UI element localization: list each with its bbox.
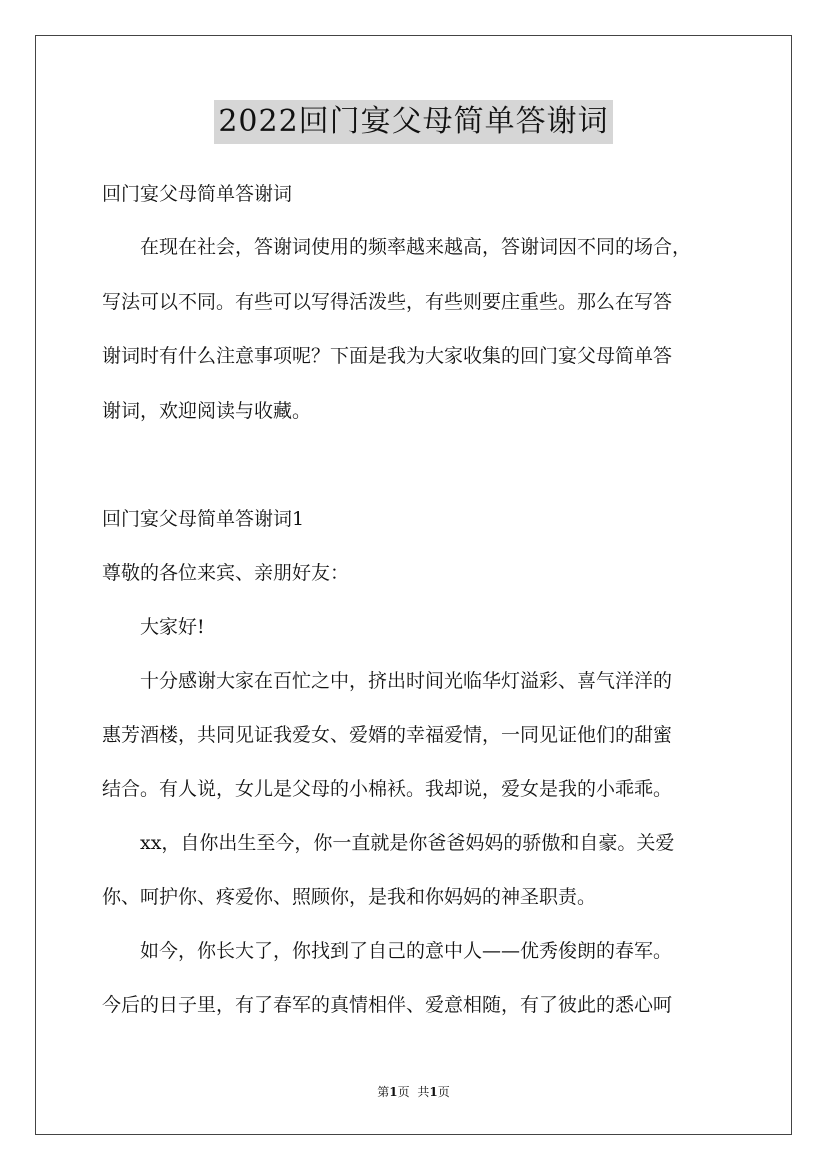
footer-page-unit: 页 — [397, 1085, 410, 1099]
paragraph-line: 谢词时有什么注意事项呢？下面是我为大家收集的回门宴父母简单答 — [102, 345, 673, 367]
paragraph-line: 写法可以不同。有些可以写得活泼些，有些则要庄重些。那么在写答 — [102, 291, 673, 313]
subtitle: 回门宴父母简单答谢词 — [102, 183, 293, 205]
greeting: 大家好! — [102, 616, 205, 638]
paragraph-line: 如今，你长大了，你找到了自己的意中人——优秀俊朗的春军。 — [102, 940, 673, 962]
page-footer — [0, 1083, 827, 1100]
footer-page-prefix: 第 — [377, 1085, 390, 1099]
paragraph-line: 结合。有人说，女儿是父母的小棉袄。我却说，爱女是我的小乖乖。 — [102, 778, 673, 800]
title-container — [0, 100, 827, 144]
paragraph-line: 谢词，欢迎阅读与收藏。 — [102, 400, 312, 422]
paragraph-line: 今后的日子里，有了春军的真情相伴、爱意相随，有了彼此的悉心呵 — [102, 994, 673, 1016]
footer-total-unit: 页 — [437, 1085, 450, 1099]
footer-total-prefix: 共 — [417, 1085, 430, 1099]
paragraph-line: 在现在社会，答谢词使用的频率越来越高，答谢词因不同的场合， — [102, 236, 692, 258]
footer-total-number: 1 — [429, 1085, 438, 1099]
paragraph-line: 十分感谢大家在百忙之中，挤出时间光临华灯溢彩、喜气洋洋的 — [102, 670, 673, 692]
salutation: 尊敬的各位来宾、亲朋好友： — [102, 562, 350, 584]
paragraph-line: 你、呵护你、疼爱你、照顾你，是我和你妈妈的神圣职责。 — [102, 886, 597, 908]
document-title: 2022回门宴父母简单答谢词 — [214, 100, 612, 144]
paragraph-line: 惠芳酒楼，共同见证我爱女、爱婿的幸福爱情，一同见证他们的甜蜜 — [102, 724, 673, 746]
section-heading: 回门宴父母简单答谢词1 — [102, 508, 305, 530]
paragraph-line: xx，自你出生至今，你一直就是你爸爸妈妈的骄傲和自豪。关爱 — [102, 832, 675, 854]
footer-page-number: 1 — [389, 1085, 398, 1099]
